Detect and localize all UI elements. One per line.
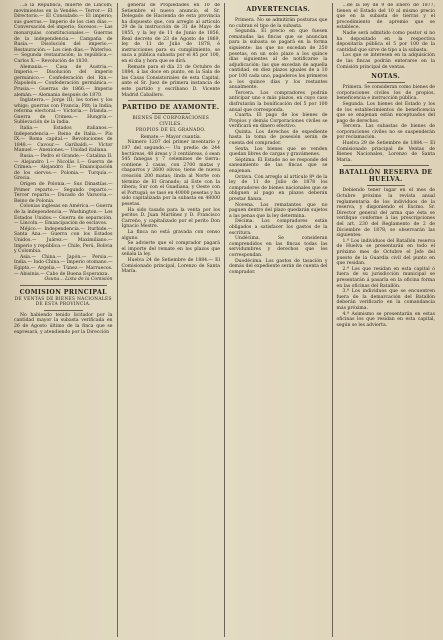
divider: [367, 185, 406, 186]
col1-signature: Osuna... Lista de la Comisión: [44, 277, 113, 283]
col1-paragraph: Orígen de Polonia.— Sus Dinastías.— Primer reparto.— Segundo reparto.— Tercer reparto.— Ducado de Varsovia.— Reino de Polonia.: [14, 182, 113, 204]
divider: [259, 15, 298, 16]
col3-paragraph: Novena. Los rematantes que no paguen dentro del plazo quedarán sujetos a las penas que la ley determina.: [229, 202, 328, 219]
col1-paragraph: Italia.— Estados italianos.— Independencia.— Reino de Italia.— Pío IX.— Roma capital.— Revoluciones de 1848.— Cavour.— Garibaldi.— Víctor Manuel.— Anexiones.— Unidad italiana.: [14, 126, 113, 154]
col2-paragraph: general de Propiedades en 10 de Setiembre el nuevo anuncio, el Sr. Delegado de Hacienda de esta provincia ha dispuesto que, con arreglo al artículo 29 de la instrucción de 31 de Mayo de 1855, y la ley de 11 de Junio de 1856, Real decreto de 23 de Agosto de 1869, ley de 11 de Julio de 1878, é instrucciones para su cumplimiento, se saca a pública subasta por el 85 por 100, en el día y hora que se dirá.: [121, 3, 220, 64]
col4-note: Huelva 29 de Setiembre de 1884.— El Comisionado principal de Ventas de Bienes Nacionales, Lorenzo de Santa María.: [336, 141, 435, 163]
col4-paragraph: ...de la ley de 9 de Enero de 1877, tienen el Estado del 10 al mismo precio que en la subasta de tierras y el procedimiento de apremio que se establece.: [336, 3, 435, 31]
col3-paragraph: Undécima. Se consideran comprendidos en las fincas todas las servidumbres y derechos que les correspondan.: [229, 236, 328, 258]
col4-heading: NOTAS.: [371, 73, 401, 81]
col4-note: Tercera. Las subastas de bienes de corporaciones civiles no se suspenderán por reclamación.: [336, 124, 435, 141]
column-4: [332, 3, 440, 637]
col4-paragraph: Nadie será admitido como postor si no ha depositado en la respectiva depositaría pública el 5 por 100 de la cantidad que sirve de tipo a la subasta.: [336, 30, 435, 53]
col4-note: Segunda. Los bienes del Estado y los de los establecimientos de beneficencia que se enajenan están exceptuados del pago de derechos.: [336, 101, 435, 124]
col1-paragraph: No habiendo tenido licitador por la cantidad mayor la subasta verificada en 26 de Agosto último de la finca que se expresará, y atendiendo por la Dirección: [14, 312, 113, 335]
divider: [152, 113, 191, 114]
col2-paragraph: Remate para el día 21 de Octubre de 1884, á las doce en punto, en la Sala de las Casas Consistoriales de esta Capital, ante el Sr. Juez de primera instancia de este partido y escribano D. Vicente Madrid Caballero.: [121, 64, 220, 98]
col1-subheading: DE VENTAS DE BIENES NACIONALES DE ESTA PROVINCIA.: [14, 296, 112, 308]
col1-paragraph: ...a la República, muerte de Lincoln; movimientos en la Vendée.— Terror.— El Directorio.— El Consulado.— El imperio; sus guerras.— Imperio de los cien días.— Conversación del imperio; Sucesos.— Las monarquías constitucionales.— Guerras de la independencia.— Campaña de Rusia.— Disolución del imperio.— Restauración.— Los cien días.— Waterloo.— Segunda restauración; la república.— Carlos X.— Revolución de 1830.: [14, 3, 113, 64]
col4-note: Primera. Se consideran como bienes de corporaciones civiles los de propios, beneficencia e instrucción pública.: [336, 85, 435, 102]
col3-paragraph: Octava. Con arreglo al artículo 8º de la ley de 11 de Julio de 1878 los compradores de bienes nacionales que se obliguen al pago en plazos deberán prestar fianza.: [229, 174, 328, 202]
col2-paragraph: La finca no está gravada con censo alguno.: [121, 229, 220, 241]
col2-subsection: Remate.— Mayor cuantía.: [140, 134, 202, 140]
col4-paragraph: Los que se interesen en la adquisición de las fincas podrán enterarse en la Comisión principal de ventas.: [336, 53, 435, 70]
col4-paragraph: 1.ª Los individuos del Batallón reserva de Huelva se presentarán en todo el próximo mes de Octubre el Jefe del puesto de la Guardia civil del punto en que residan.: [336, 238, 435, 267]
divider: [367, 82, 406, 83]
col4-paragraph: Debiendo tener lugar en el mes de Octubre próximo la revista anual reglamentaria de los individuos de la reserva, y disponiendo el Excmo. Sr. Director general del arma que ésta se verifique conforme á las prescripciones del art. 230 del Reglamento de 2 de Diciembre de 1878, se observarán las siguientes:: [336, 188, 435, 239]
col2-subheading: BIENES DE CORPORACIONES CIVILES.: [132, 116, 210, 127]
col3-paragraph: Duodécima. Los gastos de tasación y demás del expediente serán de cuenta del comprador.: [229, 258, 328, 275]
col3-paragraph: Primera. No se admitirán posturas que no cubran el tipo de la subasta.: [229, 18, 328, 29]
col1-paragraph: Inglaterra.— Jorge III; los tories y los whigs; guerras con Francia; Pitt; la India; reforma electoral.— Victoria.— Irlanda.— Guerra de Crimea.— Hungría.— Sublevación de la India.: [14, 98, 113, 126]
column-3: [224, 3, 332, 637]
col4-paragraph: 4.ª Asimismo se presentarán en estas oficinas los que residan en esta capital, según se les advierta.: [336, 311, 435, 328]
col3-paragraph: Sexta. Los bienes que se venden quedan libres de cargas y gravámenes.: [229, 146, 328, 158]
col2-section: PROPIOS DE EL GRANADO.: [135, 128, 206, 134]
col1-paragraph: Alemania.— Casa de Austria.— Imperio.— Disolución del imperio germánico.— Confederación del Rin.— Napoleón.— Confederación germánica.— Prusia.— Guerras de 1866.— Imperio alemán.— Alemania después de 1870.: [14, 64, 113, 98]
col3-paragraph: Séptima. El Estado no se responde del saneamiento de las fincas que se enajenan.: [229, 157, 328, 175]
col1-paragraph: Asia.— China.— Japón.— Persia.— India.— Indo-China.— Imperio otomano.— Egipto.— Argelia.— Túnez.— Marruecos.— Abisinia.— Cabo de Buena Esperanza.: [14, 254, 113, 277]
col2-paragraph: Se advierte que el comprador pagará el importe del remate en los plazos que señala la ley.: [121, 241, 220, 258]
col4-paragraph: 2.ª Los que residan en esta capital ó fuera de su jurisdicción municipal se presentarán á pasarla en la oficina forma en las oficinas del Batallón.: [336, 266, 435, 289]
column-1: [10, 3, 117, 637]
col2-paragraph: Número 1207 del primer inventario y 197 del segundo.— Un predio de 244 hectáreas, 48 áreas y 3 centiáreas, ó sean 545 fanegas y 7 celemines de tierra: contiene 2 casas, con 2700 matas y chaparros y 2600 olivos; tiene de nueva creación 200 matas; linda al Norte con término de El Granado; al Este con la ribera; Sur con el Guadiana, y Oeste con el Portugal; se tasó en 40000 pesetas y ha sido capitalizada por la subasta en 48000 pesetas.: [121, 140, 220, 207]
divider: [44, 310, 83, 311]
col3-paragraph: Quinta. Los derechos de expediente hasta la toma de posesión serán de cuenta del comprador.: [229, 129, 328, 147]
col1-paragraph: Rusia.— Pedro el Grande.— Catalina II.— Alejandro I.— Nicolás I.— Guerra de Crimea.— Alejandro II.— Emancipación de los siervos.— Polonia.— Turquía.— Grecia.: [14, 154, 113, 182]
divider: [20, 285, 107, 286]
col1-paragraph: Méjico.— Independencia.— Iturbide.— Santa Ana.— Guerra con los Estados Unidos.— Juárez.— Maximiliano.— Imperio y república.— Chile, Perú, Bolivia y Colombia.: [14, 226, 113, 255]
col1-heading: COMISION PRINCIPAL: [19, 288, 107, 296]
col4-heading-2: BATALLÓN RESERVA DE HUELVA.: [338, 169, 433, 184]
col2-paragraph: Huelva 24 de Setiembre de 1884.— El Comisionado principal, Lorenzo de Santa María.: [121, 257, 220, 275]
col2-paragraph: Ha sido tasado para la venta por los peritos D. Juan Martínez y D. Francisco Carreño, y capitalizado por el perito Don Ignacio Mestre.: [121, 207, 220, 230]
columns: [10, 3, 439, 637]
col3-paragraph: Cuarta. El pago de los bienes de Propios y demás Corporaciones civiles se verificará en dinero efectivo.: [229, 113, 328, 130]
divider: [343, 165, 430, 166]
col3-paragraph: Segunda. El precio en que fuesen rematadas las fincas que se anuncian para la subasta se pagará en la forma siguiente: las que no excedan de 250 pesetas, en un solo plazo a los quince días siguientes al de notificarse la adjudicación; las que excedan de aquella cantidad, en diez plazos iguales de a 10 por 100 cada uno, pagaderos los primeros a los quince días y los restantes anualmente.: [229, 29, 328, 91]
col1-paragraph: Colonias inglesas en América.— Guerra de la independencia.— Washington.— Los Estados Unidos.— Guerra de separación.— Lincoln.— Emancipación de esclavos.: [14, 204, 113, 227]
divider: [128, 100, 215, 101]
column-2: [117, 3, 225, 637]
col3-heading: ADVERTENCIAS.: [246, 6, 311, 13]
col4-paragraph: 3.ª Los individuos que se encuentren fuera de la demarcación del Batallón deberán verificarlo en la comandancia más próxima.: [336, 289, 435, 311]
col3-paragraph: Tercera. Los compradores podrán anticipar uno o más plazos, en cuyo caso disfrutarán la bonificación del 5 por 100 anual que corresponda.: [229, 90, 328, 113]
col2-heading: PARTIDO DE AYAMONTE.: [122, 104, 220, 112]
col3-paragraph: Décima. Los compradores están obligados a satisfacer los gastos de la escritura.: [229, 219, 328, 236]
